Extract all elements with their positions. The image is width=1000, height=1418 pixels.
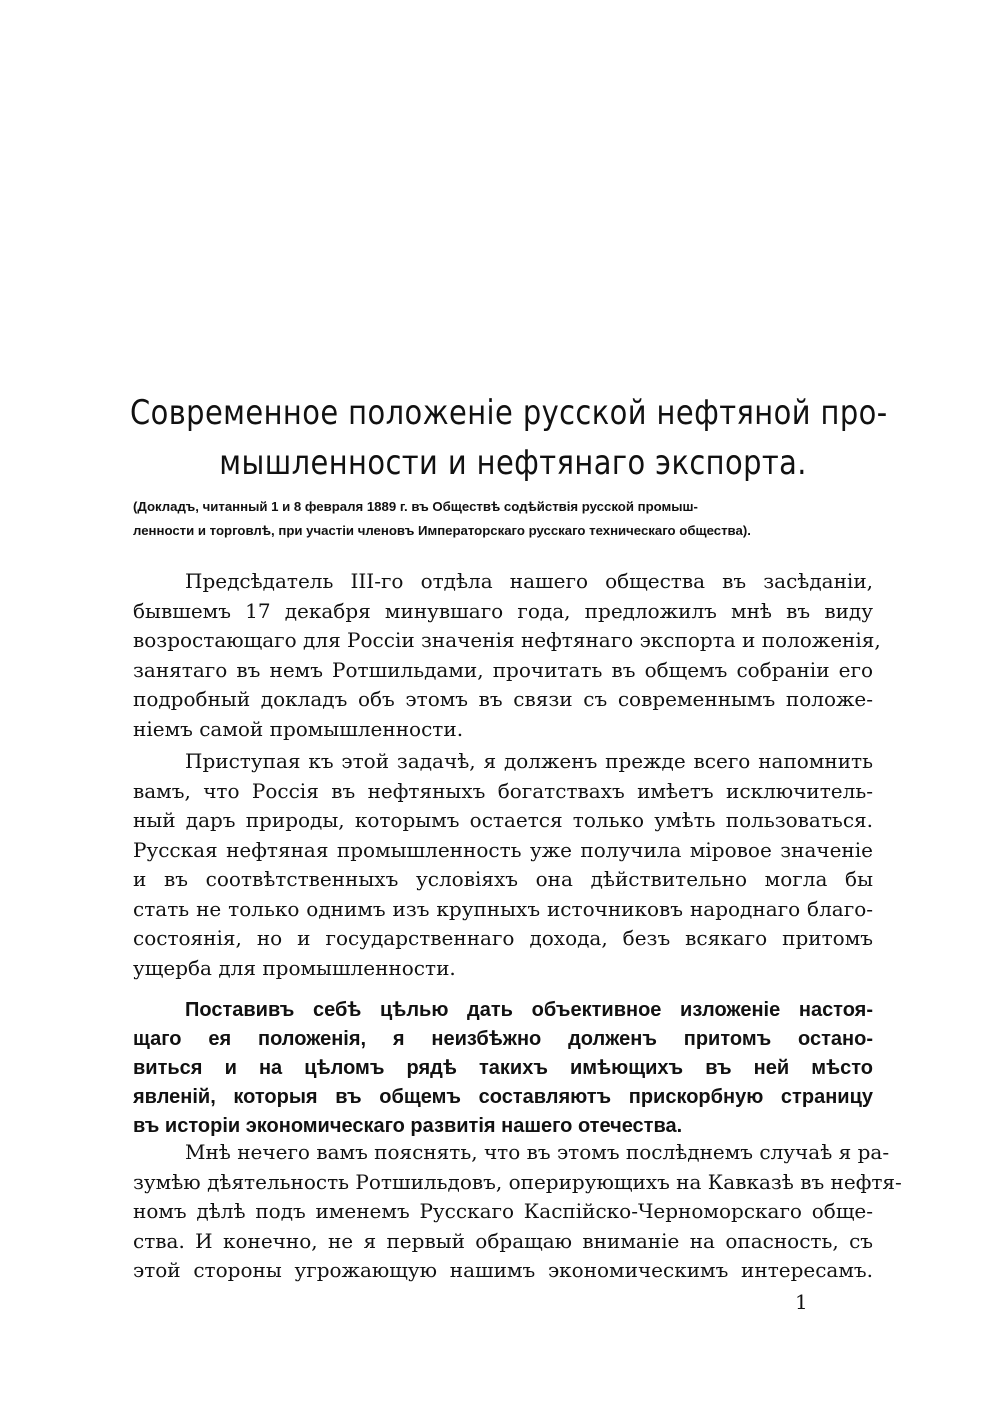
document-subtitle: [133, 495, 893, 543]
text-line: занятаго въ немъ Ротшильдами, прочитать въ общемъ собраніи его: [133, 657, 873, 682]
text-line: ный даръ природы, которымъ остается только умѣть пользоваться.: [133, 808, 873, 832]
text-line: ущерба для промышленности.: [133, 955, 456, 980]
subtitle-line: ленности и торговлѣ, при участіи членовъ Императорскаго русскаго техническаго общества).: [133, 523, 751, 538]
text-line: Поставивъ себѣ цѣлью дать объективное изложеніе настоя-: [185, 999, 873, 1021]
text-line: зумѣю дѣятельность Ротшильдовъ, оперирующихъ на Кавказѣ въ нефтя-: [133, 1169, 902, 1194]
subtitle-line: (Докладъ, читанный 1 и 8 февраля 1889 г. въ Обществѣ содѣйствія русской промыш-: [133, 499, 698, 514]
paragraph-4: [133, 1138, 902, 1286]
text-line: явленій, которыя въ общемъ составляютъ прискорбную страницу: [133, 1086, 873, 1108]
text-line: въ исторіи экономическаго развитія нашего отечества.: [133, 1115, 683, 1137]
title-line: мышленности и нефтянаго экспорта.: [219, 443, 807, 483]
document-title: [130, 388, 888, 488]
text-line: Мнѣ нечего вамъ пояснять, что въ этомъ послѣднемъ случаѣ я ра-: [185, 1140, 890, 1164]
text-line: этой стороны угрожающую нашимъ экономическимъ интересамъ.: [133, 1258, 873, 1282]
text-line: Русская нефтяная промышленность уже получила міровое значеніе: [133, 837, 873, 862]
paragraph-2: [133, 747, 873, 983]
text-line: вамъ, что Россія въ нефтяныхъ богатствахъ имѣетъ исключитель-: [133, 778, 873, 803]
text-line: стать не только однимъ изъ крупныхъ источниковъ народнаго благо-: [133, 896, 873, 921]
text-line: Предсѣдатель III-го отдѣла нашего общества въ засѣданіи,: [185, 569, 873, 593]
title-line: Современное положеніе русской нефтяной про-: [130, 393, 888, 433]
paragraph-1: [133, 567, 881, 744]
text-line: номъ дѣлѣ подъ именемъ Русскаго Каспійско-Черноморскаго обще-: [133, 1199, 873, 1223]
page-number: 1: [795, 1290, 808, 1314]
text-line: ства. И конечно, не я первый обращаю вниманіе на опасность, съ: [133, 1228, 873, 1253]
text-line: подробный докладъ объ этомъ въ связи съ современнымъ положе-: [133, 687, 873, 711]
text-line: возростающаго для Россіи значенія нефтянаго экспорта и положенія,: [133, 628, 881, 652]
text-line: ніемъ самой промышленности.: [133, 716, 464, 741]
text-line: щаго ея положенія, я неизбѣжно долженъ притомъ остано-: [133, 1028, 873, 1050]
text-line: Приступая къ этой задачѣ, я долженъ прежде всего напомнить: [185, 749, 873, 773]
text-line: виться и на цѣломъ рядѣ такихъ имѣющихъ въ ней мѣсто: [133, 1057, 873, 1079]
text-line: состоянія, но и государственнаго дохода, безъ всякаго притомъ: [133, 926, 873, 950]
text-line: и въ соотвѣтственныхъ условіяхъ она дѣйствительно могла бы: [133, 867, 873, 891]
paragraph-3-bold: [133, 996, 873, 1141]
text-line: бывшемъ 17 декабря минувшаго года, предложилъ мнѣ въ виду: [133, 598, 873, 623]
